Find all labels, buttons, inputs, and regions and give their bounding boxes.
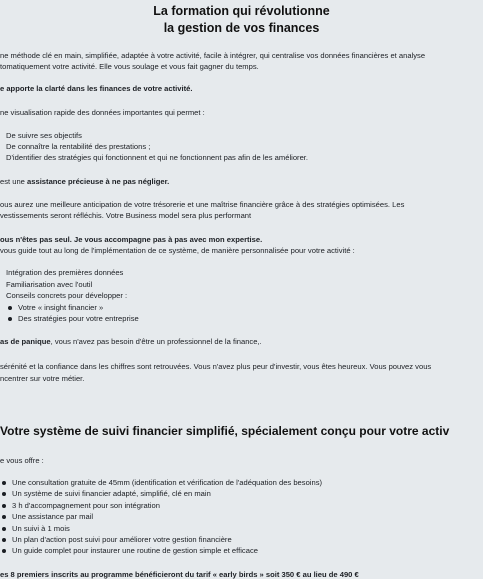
offer-item-label: 3 h d'accompagnement pour son intégration — [12, 501, 160, 510]
clarity-heading: e apporte la clarté dans les finances de votre activité. — [0, 84, 193, 93]
support-item: Conseils concrets pour développer : — [6, 291, 128, 300]
assistance-bold: assistance précieuse à ne pas négliger. — [27, 177, 170, 186]
intro-line-1: ne méthode clé en main, simplifiée, adaptée à votre activité, facile à intégrer, qui centralise vos données financières et analyse — [0, 51, 426, 60]
support-text: vous guide tout au long de l'implémentation de ce système, de manière personnalisée pour votre activité : — [0, 246, 355, 255]
anticipation-line-1: ous aurez une meilleure anticipation de votre trésorerie et une maîtrise financière grâce à des stratégies optimisées. Les — [0, 200, 405, 209]
page-title-line-2: la gestion de vos finances — [163, 21, 320, 35]
offer-item — [2, 477, 322, 488]
bullet-icon — [2, 538, 6, 542]
serenity-line-1: sérénité et la confiance dans les chiffres sont retrouvées. Vous n'avez plus peur d'investir, vous êtes heureux. Vous pouvez vous — [0, 362, 432, 371]
support-subitem — [8, 302, 103, 313]
anticipation-line-2: vestissements seront réfléchis. Votre Business model sera plus performant — [0, 211, 252, 220]
early-birds-offer: es 8 premiers inscrits au programme bénéficieront du tarif « early birds » soit 350 € au lieu de 490 € — [0, 570, 359, 579]
offer-item — [2, 500, 160, 511]
bullet-icon — [2, 549, 6, 553]
assistance-prefix: est une — [0, 177, 28, 186]
panic-line — [0, 336, 262, 347]
panic-rest: , vous n'avez pas besoin d'être un professionnel de la finance,. — [50, 337, 262, 346]
offer-item-label: Une consultation gratuite de 45mm (identification et vérification de l'adéquation des besoins) — [12, 478, 323, 487]
support-item: Familiarisation avec l'outil — [6, 280, 93, 289]
bullet-icon — [2, 504, 6, 508]
support-subitem — [8, 313, 139, 324]
clarity-item: D'identifier des stratégies qui fonctionnent et qui ne fonctionnent pas afin de les améliorer. — [6, 153, 309, 162]
clarity-text: ne visualisation rapide des données importantes qui permet : — [0, 108, 205, 117]
offer-item-label: Un guide complet pour instaurer une routine de gestion simple et efficace — [12, 546, 258, 555]
support-subitem-label: Votre « insight financier » — [18, 303, 104, 312]
bullet-icon — [8, 317, 12, 321]
offer-item — [2, 534, 232, 545]
bullet-icon — [2, 492, 6, 496]
intro-line-2: tomatiquement votre activité. Elle vous soulage et vous fait gagner du temps. — [0, 62, 259, 71]
panic-bold: as de panique — [0, 337, 51, 346]
assistance-line — [0, 176, 169, 187]
offer-item — [2, 488, 211, 499]
support-subitem-label: Des stratégies pour votre entreprise — [18, 314, 139, 323]
offer-item-label: Un suivi à 1 mois — [12, 524, 70, 533]
page-title-line-1: La formation qui révolutionne — [153, 4, 330, 18]
bullet-icon — [2, 481, 6, 485]
offer-heading: Votre système de suivi financier simplifié, spécialement conçu pour votre activ — [0, 424, 450, 438]
support-item: Intégration des premières données — [6, 268, 124, 277]
serenity-line-2: ncentrer sur votre métier. — [0, 374, 85, 383]
bullet-icon — [2, 527, 6, 531]
offer-item-label: Une assistance par mail — [12, 512, 94, 521]
offer-item-label: Un système de suivi financier adapté, simplifié, clé en main — [12, 489, 211, 498]
bullet-icon — [2, 515, 6, 519]
offer-item — [2, 511, 93, 522]
offer-item-label: Un plan d'action post suivi pour améliorer votre gestion financière — [12, 535, 232, 544]
support-heading: ous n'êtes pas seul. Je vous accompagne pas à pas avec mon expertise. — [0, 235, 263, 244]
offer-item — [2, 545, 258, 556]
bullet-icon — [8, 306, 12, 310]
clarity-item: De suivre ses objectifs — [6, 131, 82, 140]
offer-item — [2, 523, 70, 534]
clarity-item: De connaître la rentabilité des prestations ; — [6, 142, 151, 151]
offer-intro: e vous offre : — [0, 456, 44, 465]
